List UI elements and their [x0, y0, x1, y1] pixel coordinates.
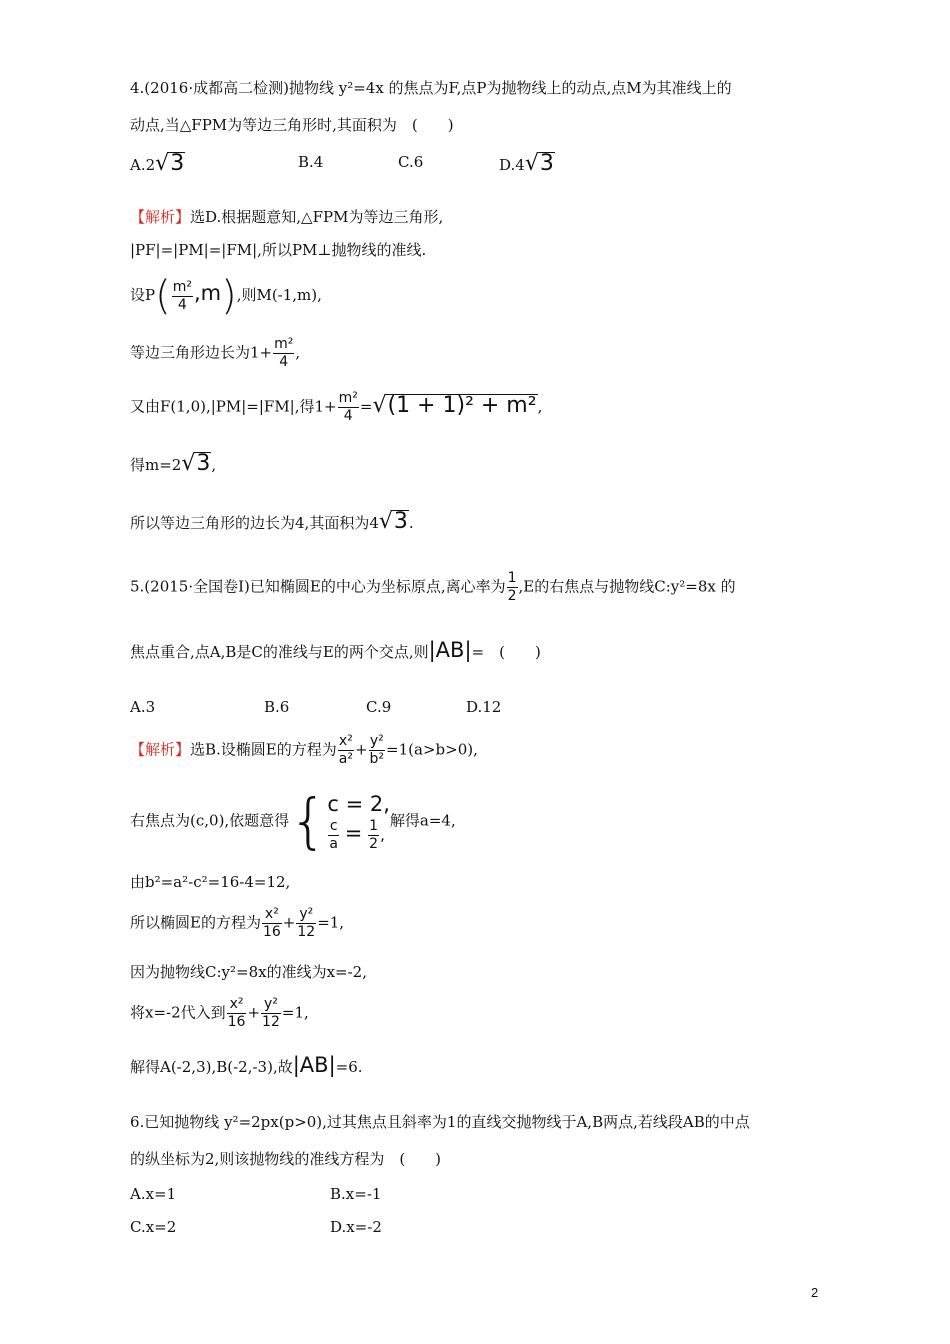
numerator: m²: [172, 278, 192, 295]
q4-solution-line7: [130, 510, 414, 533]
numerator: 1: [507, 570, 517, 586]
fraction: [369, 733, 386, 768]
page-number: 2: [811, 1285, 819, 1300]
fraction: [338, 733, 354, 768]
denominator: a: [329, 836, 338, 852]
text: 设P: [130, 286, 156, 304]
fraction: [328, 818, 339, 853]
q5-stem-line1: [130, 570, 736, 605]
numerator: m²: [338, 390, 358, 406]
q4-solution-line6: [130, 452, 216, 475]
denominator: 4: [177, 296, 187, 313]
q5-solution-line4: [130, 906, 344, 941]
q4-option-a: [130, 152, 185, 175]
q4-option-d-label: D.4: [499, 156, 525, 174]
denominator: 12: [262, 1014, 280, 1030]
text: =1,: [281, 1003, 309, 1022]
q6-option-c: C.x=2: [130, 1218, 177, 1236]
q5-stem-line2: [130, 640, 541, 662]
text: 又由F(1,0),|PM|=|FM|,得1+: [130, 397, 337, 416]
q6-stem-line1: 6.已知抛物线 y²=2px(p>0),过其焦点且斜率为1的直线交抛物线于A,B两点,若线段AB的中点: [130, 1113, 750, 1131]
fraction: [262, 906, 282, 941]
sqrt-symbol: √3: [155, 151, 185, 176]
q5-option-c: C.9: [366, 698, 392, 716]
system-row-2: [327, 818, 390, 853]
q6-stem-line2: 的纵坐标为2,则该抛物线的准线方程为 ( ): [130, 1150, 442, 1168]
text: ,则M(-1,m),: [236, 286, 322, 304]
numerator: x²: [227, 996, 247, 1014]
q4-solution-line1: [130, 207, 443, 227]
q4-solution-text: 选D.根据题意知,△FPM为等边三角形,: [190, 208, 444, 226]
text: ,: [537, 397, 543, 416]
sqrt-symbol: √3: [524, 151, 554, 176]
text: ,m: [193, 281, 222, 305]
text: +: [282, 913, 296, 932]
numerator: x²: [338, 733, 353, 749]
q5-solution-line1: [130, 733, 478, 768]
q4-stem-line2: 动点,当△FPM为等边三角形时,其面积为 ( ): [130, 116, 454, 134]
denominator: 2: [369, 836, 379, 852]
equation-system: [327, 790, 390, 853]
text: ,: [211, 456, 217, 474]
q5-solution-line5: 因为抛物线C:y²=8x的准线为x=-2,: [130, 963, 367, 981]
text: 解得a=4,: [389, 811, 456, 830]
text: 得m=2: [130, 456, 182, 474]
text: =: [344, 821, 363, 845]
q5-solution-line2: [130, 786, 456, 857]
radicand: 3: [196, 451, 211, 476]
text: =1(a>b>0),: [386, 740, 478, 759]
fraction: [338, 390, 359, 425]
q6-option-a: A.x=1: [130, 1185, 177, 1203]
left-brace: {: [289, 786, 328, 857]
text: +: [354, 740, 368, 759]
fraction: [368, 818, 379, 853]
text: =: [359, 397, 373, 416]
radicand: 3: [539, 151, 554, 176]
denominator: 4: [343, 408, 353, 424]
fraction: [227, 996, 247, 1031]
sqrt-symbol: √3: [378, 509, 408, 534]
text: +: [247, 1003, 261, 1022]
denominator: 16: [262, 924, 281, 940]
fraction: [507, 570, 518, 605]
abs-ab: |AB|: [292, 1053, 336, 1077]
q4-solution-line5: [130, 390, 542, 425]
text: =1,: [317, 913, 345, 932]
q4-option-a-label: A.2: [130, 156, 156, 174]
abs-ab: |AB|: [428, 638, 472, 662]
denominator: a²: [338, 751, 353, 767]
radicand: (1 + 1)² + m²: [387, 392, 537, 418]
q4-stem-line1: 4.(2016·成都高二检测)抛物线 y²=4x 的焦点为F,点P为抛物线上的动点,点M为其准线上的: [130, 79, 732, 97]
numerator: y²: [369, 733, 384, 749]
sqrt-symbol: √(1 + 1)² + m²: [372, 392, 537, 418]
q4-option-c: C.6: [398, 153, 424, 171]
fraction: [261, 996, 281, 1031]
numerator: y²: [261, 996, 281, 1014]
q5-solution-line3: 由b²=a²-c²=16-4=12,: [130, 873, 291, 891]
text: 焦点重合,点A,B是C的准线与E的两个交点,则: [130, 643, 429, 661]
q6-option-b: B.x=-1: [330, 1185, 382, 1203]
q5-option-a: A.3: [130, 698, 156, 716]
text: 解得A(-2,3),B(-2,-3),故: [130, 1058, 293, 1076]
text: 所以椭圆E的方程为: [130, 913, 261, 932]
denominator: 16: [227, 1014, 246, 1030]
q4-solution-line2: |PF|=|PM|=|FM|,所以PM⊥抛物线的准线.: [130, 241, 427, 259]
text: 等边三角形边长为1+: [130, 343, 273, 362]
numerator: x²: [262, 906, 282, 924]
numerator: m²: [274, 336, 294, 352]
text: =6.: [335, 1058, 363, 1076]
text: ,: [380, 826, 385, 844]
text: 所以等边三角形的边长为4,其面积为4: [130, 514, 379, 532]
q4-solution-line3: [130, 273, 322, 319]
text: .: [408, 514, 414, 532]
sqrt-symbol: √3: [181, 451, 211, 476]
right-paren: ): [221, 273, 237, 319]
radicand: 3: [170, 151, 185, 176]
q5-option-b: B.6: [264, 698, 290, 716]
text: ,: [295, 343, 301, 362]
q4-solution-line4: [130, 336, 300, 371]
q4-option-b: B.4: [298, 153, 324, 171]
left-paren: (: [155, 273, 171, 319]
text: = ( ): [471, 643, 541, 661]
q4-option-d: [499, 152, 555, 175]
radicand: 3: [393, 509, 408, 534]
text: 将x=-2代入到: [130, 1003, 226, 1022]
fraction: [273, 336, 294, 371]
denominator: b²: [369, 751, 385, 767]
text: 选B.设椭圆E的方程为: [190, 740, 337, 759]
denominator: 2: [507, 588, 517, 604]
q5-option-d: D.12: [466, 698, 502, 716]
q6-option-d: D.x=-2: [330, 1218, 382, 1236]
numerator: c: [329, 818, 338, 834]
denominator: 12: [297, 924, 316, 940]
solution-tag: 【解析】: [130, 740, 191, 759]
text: 右焦点为(c,0),依题意得: [130, 811, 290, 830]
q5-solution-line7: [130, 1055, 363, 1077]
q5-solution-line6: [130, 996, 309, 1031]
text: 5.(2015·全国卷Ⅰ)已知椭圆E的中心为坐标原点,离心率为: [130, 577, 506, 596]
fraction: [296, 906, 316, 941]
text: ,E的右焦点与抛物线C:y²=8x 的: [518, 577, 736, 596]
numerator: y²: [296, 906, 316, 924]
fraction: [172, 279, 193, 314]
solution-tag: 【解析】: [130, 208, 191, 226]
numerator: 1: [369, 818, 379, 834]
system-row-1: c = 2,: [327, 792, 390, 816]
denominator: 4: [279, 354, 289, 370]
